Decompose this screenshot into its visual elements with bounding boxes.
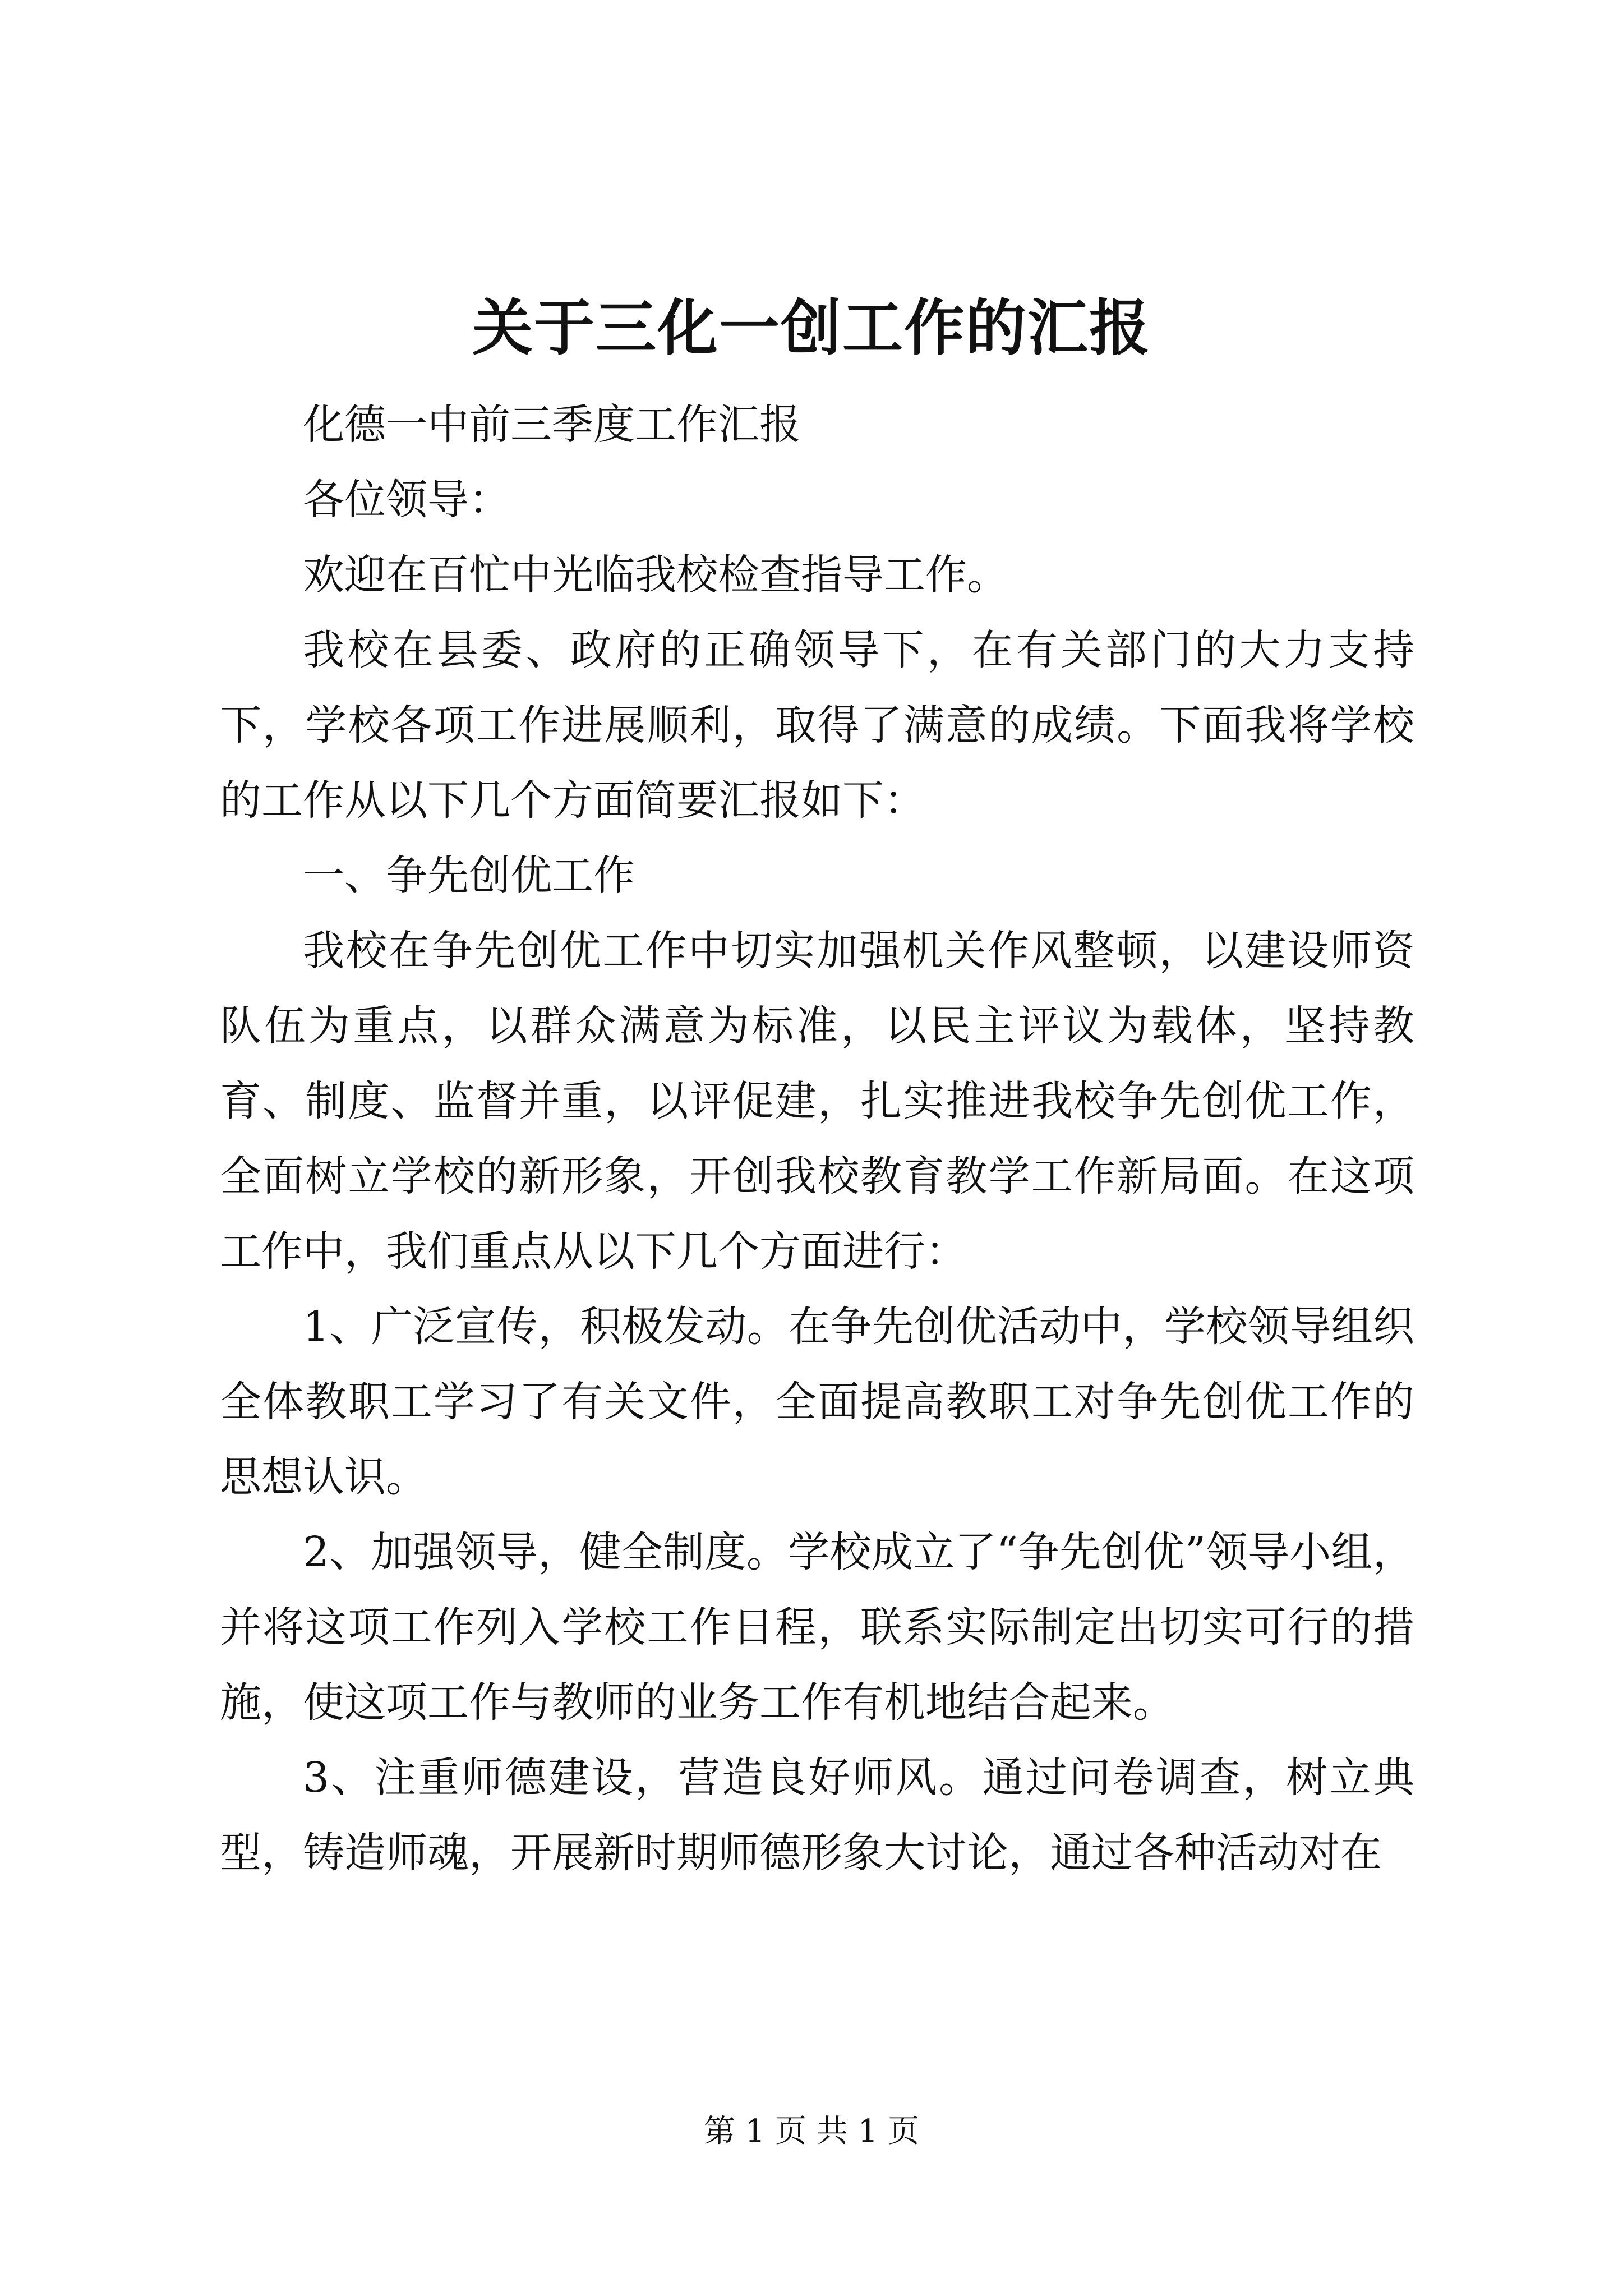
document-body xyxy=(220,387,1414,1890)
list-item-1: 1、广泛宣传，积极发动。在争先创优活动中，学校领导组织全体教职工学习了有关文件，全面提高教职工对争先创优工作的思想认识。 xyxy=(220,1303,1414,1501)
paragraph-welcome: 欢迎在百忙中光临我校检查指导工作。 xyxy=(303,551,1008,599)
paragraph-salutation: 各位领导： xyxy=(303,476,510,524)
list-item-3: 3、注重师德建设，营造良好师风。通过问卷调查，树立典型，铸造师魂，开展新时期师德形象大讨论，通过各种活动对在 xyxy=(220,1754,1414,1877)
section-heading-1: 一、争先创优工作 xyxy=(303,852,635,900)
paragraph-section-1: 我校在争先创优工作中切实加强机关作风整顿，以建设师资队伍为重点，以群众满意为标准，以民主评议为载体，坚持教育、制度、监督并重，以评促建，扎实推进我校争先创优工作，全面树立学校的新形象，开创我校教育教学工作新局面。在这项工作中，我们重点从以下几个方面进行： xyxy=(220,927,1414,1276)
paragraph-intro: 我校在县委、政府的正确领导下，在有关部门的大力支持下，学校各项工作进展顺利，取得了满意的成绩。下面我将学校的工作从以下几个方面简要汇报如下： xyxy=(220,626,1414,825)
paragraph-subtitle: 化德一中前三季度工作汇报 xyxy=(303,401,801,449)
page-footer: 第 1 页 共 1 页 xyxy=(703,2113,920,2150)
document-title: 关于三化一创工作的汇报 xyxy=(472,293,1151,364)
list-item-2: 2、加强领导，健全制度。学校成立了“争先创优”领导小组，并将这项工作列入学校工作日程，联系实际制定出切实可行的措施，使这项工作与教师的业务工作有机地结合起来。 xyxy=(220,1528,1414,1727)
